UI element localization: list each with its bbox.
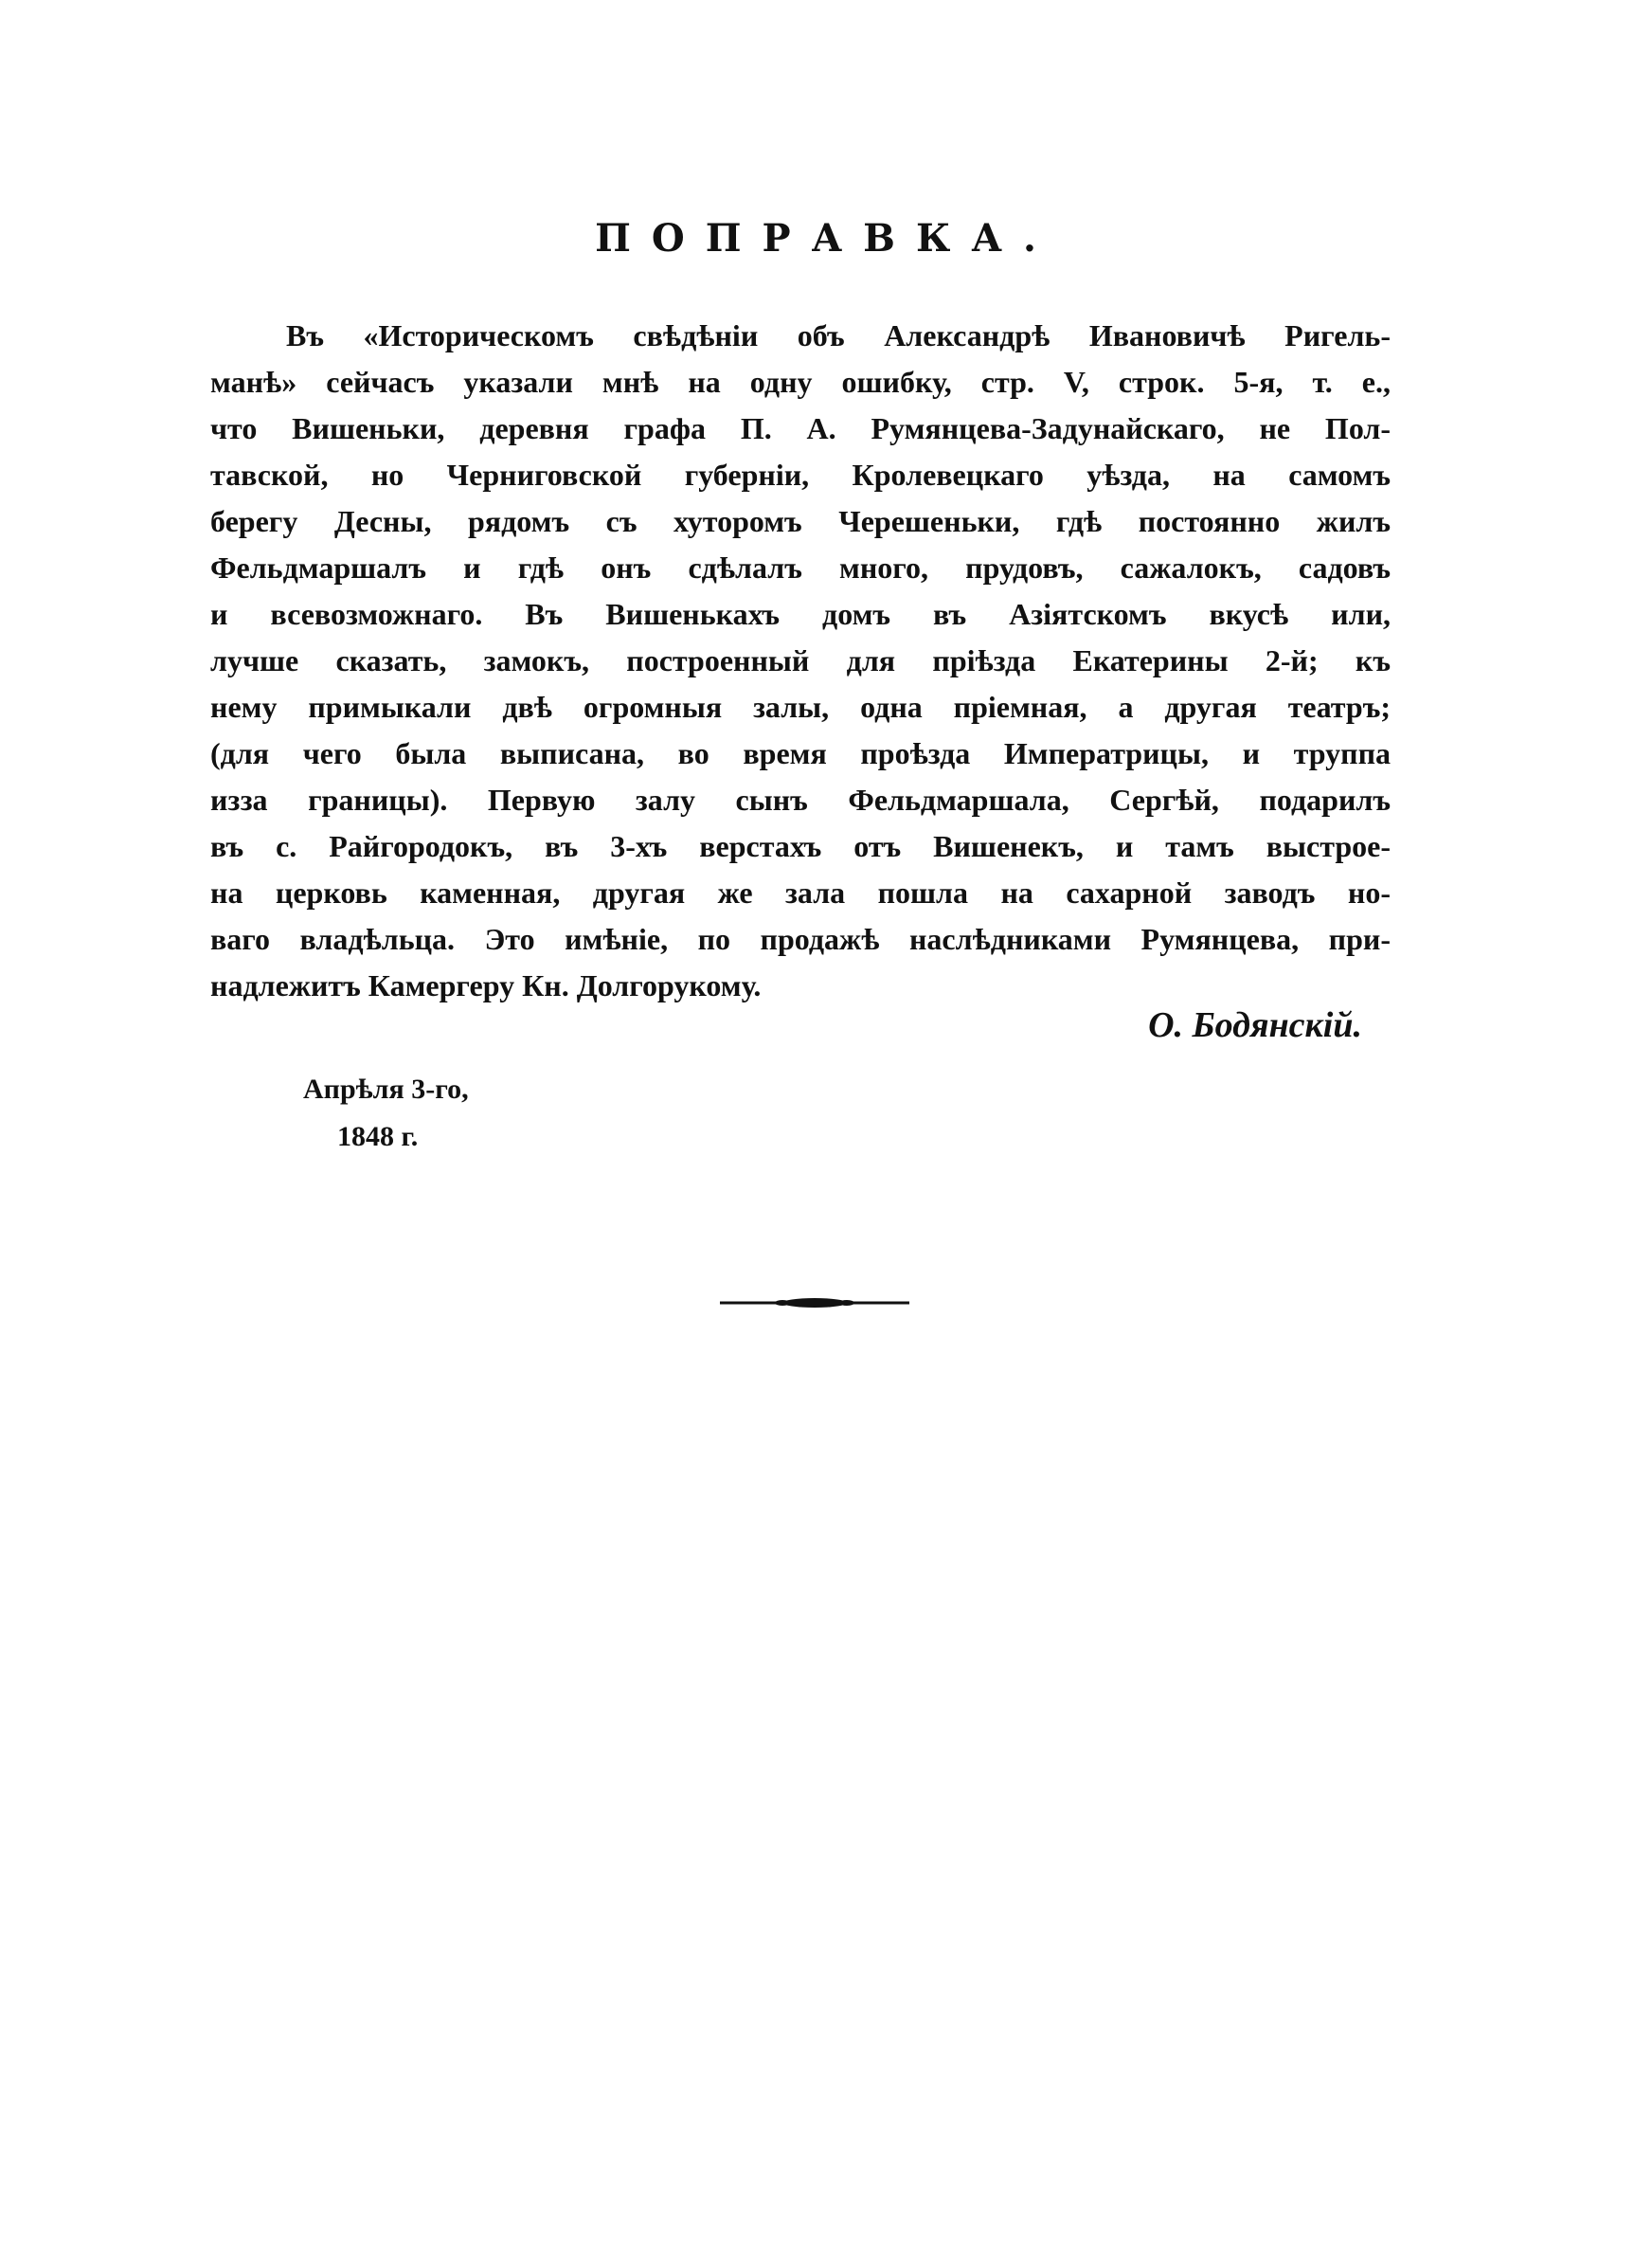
date-block (303, 1066, 469, 1161)
page-title: ПОПРАВКА. (595, 216, 1057, 261)
body-line: надлежитъ Камергеру Кн. Долгорукому. (210, 968, 762, 1002)
date-line: Апрѣля 3-го, (303, 1074, 469, 1105)
year-line: 1848 г. (337, 1121, 419, 1152)
body-line: манѣ» сейчасъ указали мнѣ на одну ошибку, стр. V, строк. 5-я, т. е., (210, 365, 1391, 399)
body-line: (для чего была выписана, во время проѣзда Императрицы, и труппа (210, 736, 1391, 770)
body-line: изза границы). Первую залу сынъ Фельдмаршала, Сергѣй, подарилъ (210, 783, 1391, 817)
body-line: что Вишеньки, деревня графа П. А. Румянцева-Задунайскаго, не Пол- (210, 411, 1391, 445)
body-line: на церковь каменная, другая же зала пошла на сахарной заводъ но- (210, 876, 1391, 910)
body-line: и всевозможнаго. Въ Вишенькахъ домъ въ Азіятскомъ вкусѣ или, (210, 597, 1391, 631)
body-line: нему примыкали двѣ огромныя залы, одна пріемная, а другая театръ; (210, 690, 1391, 724)
body-paragraph (210, 313, 1391, 1009)
author-signature: О. Бодянскій. (1148, 1005, 1362, 1045)
body-line: Фельдмаршалъ и гдѣ онъ сдѣлалъ много, прудовъ, сажалокъ, садовъ (210, 551, 1391, 585)
body-line: берегу Десны, рядомъ съ хуторомъ Черешеньки, гдѣ постоянно жилъ (210, 504, 1391, 538)
ornament-divider (720, 1293, 909, 1312)
body-line: Въ «Историческомъ свѣдѣніи объ Александрѣ Ивановичѣ Ригель- (286, 318, 1391, 352)
body-line: ваго владѣльца. Это имѣніе, по продажѣ наслѣдниками Румянцева, при- (210, 922, 1391, 956)
body-line: лучше сказать, замокъ, построенный для пріѣзда Екатерины 2-й; къ (210, 643, 1391, 677)
body-line: тавской, но Черниговской губерніи, Кролевецкаго уѣзда, на самомъ (210, 458, 1391, 492)
body-line: въ с. Райгородокъ, въ 3-хъ верстахъ отъ Вишенекъ, и тамъ выстрое- (210, 829, 1391, 863)
